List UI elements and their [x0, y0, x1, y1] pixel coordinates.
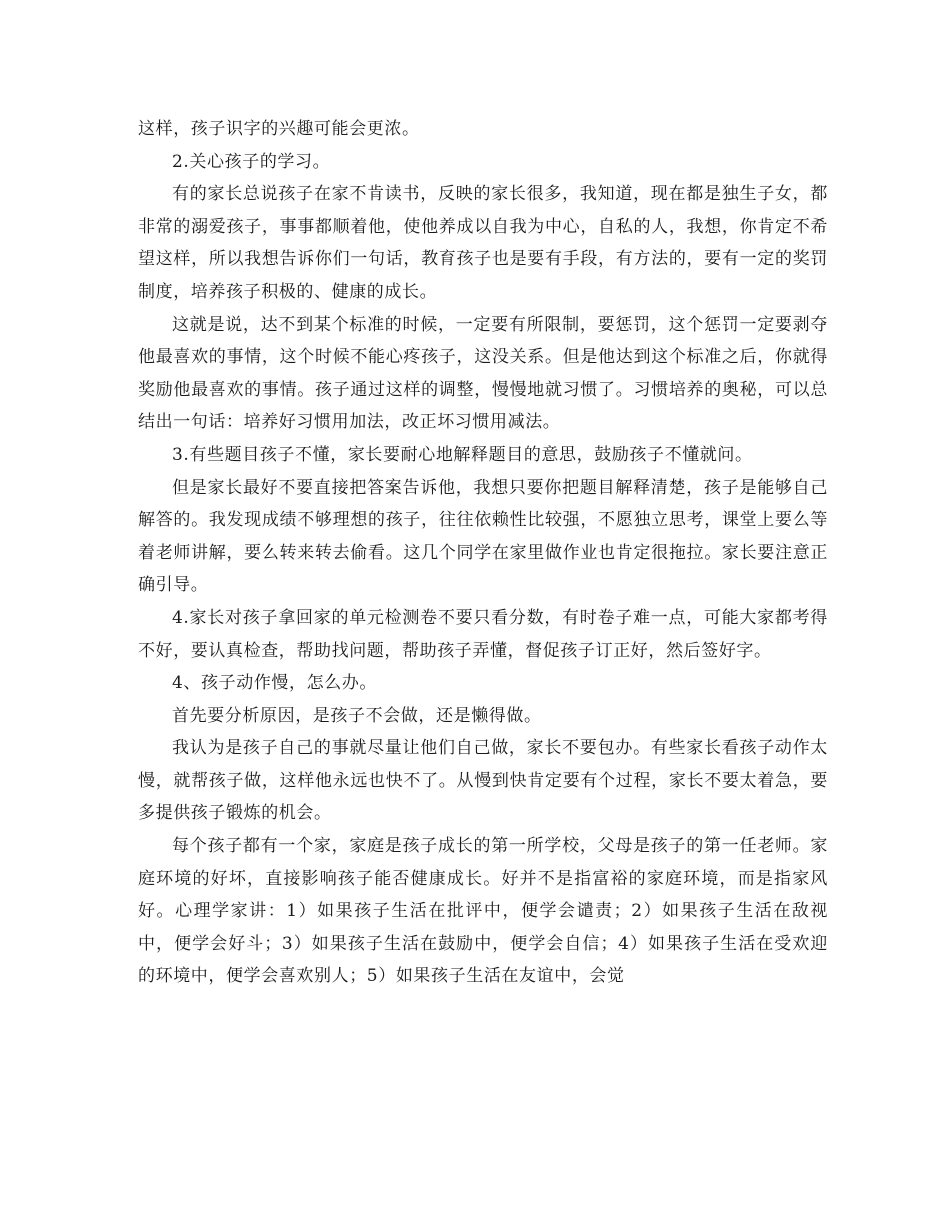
section-heading: 4、孩子动作慢，怎么办。	[172, 673, 378, 694]
paragraph-continuation: 这样，孩子识字的兴趣可能会更浓。	[138, 119, 420, 139]
heading-item-4: 4.家长对孩子拿回家的单元检测卷不要只看分数，有时卷子难一点，可能大家都考得不好，要认真检查，帮助找问题，帮助孩子弄懂，督促孩子订正好，然后签好字。	[138, 607, 828, 661]
heading-item-2: 2.关心孩子的学习。	[172, 151, 331, 172]
paragraph: 我认为是孩子自己的事就尽量让他们自己做，家长不要包办。有些家长看孩子动作太慢，就帮孩子做，这样他永远也快不了。从慢到快肯定要有个过程，家长不要太着急，要多提供孩子锻炼的机会。	[138, 738, 828, 824]
paragraph: 每个孩子都有一个家，家庭是孩子成长的第一所学校，父母是孩子的第一任老师。家庭环境的好坏，直接影响孩子能否健康成长。好并不是指富裕的家庭环境，而是指家风好。心理学家讲：1）如果孩子生活在批评中，便学会谴责；2）如果孩子生活在敌视中，便学会好斗；3）如果孩子生活在鼓励中，便学会自信；4）如果孩子生活在受欢迎的环境中，便学会喜欢别人；5）如果孩子生活在友谊中，会觉	[138, 836, 828, 987]
paragraph: 有的家长总说孩子在家不肯读书，反映的家长很多，我知道，现在都是独生子女，都非常的溺爱孩子，事事都顺着他，使他养成以自我为中心，自私的人，我想，你肯定不希望这样，所以我想告诉你们一句话，教育孩子也是要有手段，有方法的，要有一定的奖罚制度，培养孩子积极的、健康的成长。	[138, 184, 828, 302]
paragraph: 这就是说，达不到某个标准的时候，一定要有所限制，要惩罚，这个惩罚一定要剥夺他最喜欢的事情，这个时候不能心疼孩子，这没关系。但是他达到这个标准之后，你就得奖励他最喜欢的事情。孩子通过这样的调整，慢慢地就习惯了。习惯培养的奥秘，可以总结出一句话：培养好习惯用加法，改正坏习惯用减法。	[138, 314, 828, 433]
heading-item-3: 3.有些题目孩子不懂，家长要耐心地解释题目的意思，鼓励孩子不懂就问。	[172, 444, 753, 465]
paragraph: 首先要分析原因，是孩子不会做，还是懒得做。	[172, 705, 542, 726]
document-body	[138, 113, 828, 993]
paragraph: 但是家长最好不要直接把答案告诉他，我想只要你把题目解释清楚，孩子是能够自己解答的。我发现成绩不够理想的孩子，往往依赖性比较强，不愿独立思考，课堂上要么等着老师讲解，要么转来转去偷看。这几个同学在家里做作业也肯定很拖拉。家长要注意正确引导。	[138, 477, 828, 596]
